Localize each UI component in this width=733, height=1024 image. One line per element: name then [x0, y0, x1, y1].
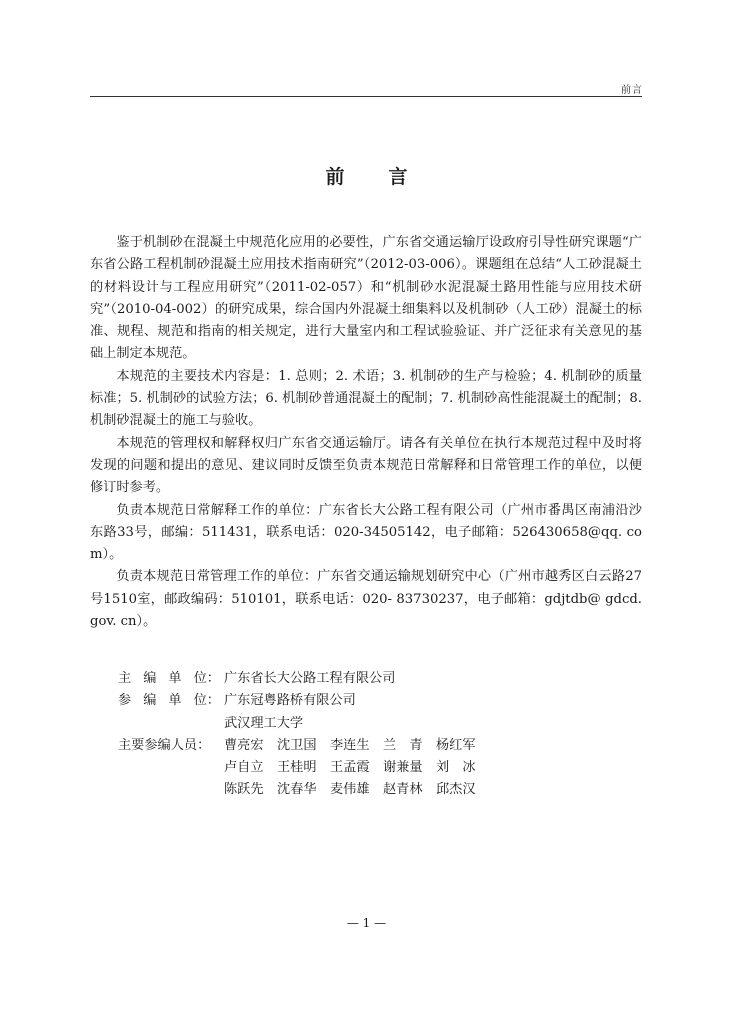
author-name: 沈卫国	[277, 737, 317, 753]
participating-row	[118, 690, 476, 735]
credits-block	[118, 668, 476, 802]
author-name: 赵青林	[383, 782, 423, 798]
running-head: 前言	[621, 85, 643, 96]
main-authors-label: 主要参编人员：	[118, 737, 211, 753]
author-name: 邱杰汉	[436, 782, 476, 798]
author-name: 沈春华	[277, 782, 317, 798]
paragraph-contents: 本规范的主要技术内容是：1. 总则；2. 术语；3. 机制砂的生产与检验；4. 机制砂的质量标准；5. 机制砂的试验方法；6. 机制砂普通混凝土的配制；7. 机制砂高性能混凝土的配制；8. 机制砂混凝土的施工与验收。	[90, 368, 642, 429]
author-name: 王孟霞	[330, 760, 370, 776]
author-name: 麦伟雄	[330, 782, 370, 798]
authors-line	[224, 735, 476, 757]
preface-body	[90, 232, 642, 633]
main-authors-row	[118, 735, 476, 802]
authors-line	[224, 757, 476, 779]
paragraph-interpretation-unit: 负责本规范日常解释工作的单位：广东省长大公路工程有限公司（广州市番禺区南浦沿沙东路33号，邮编：511431，联系电话：020-34505142，电子邮箱：526430658@qq. com）。	[90, 502, 642, 563]
participating-unit: 武汉理工大学	[224, 715, 304, 731]
page-title: 前言	[325, 166, 452, 188]
chief-editor-label: 主 编 单 位：	[118, 671, 220, 686]
author-name: 刘 冰	[436, 760, 476, 776]
chief-editor-unit: 广东省长大公路工程有限公司	[224, 671, 396, 686]
author-name: 曹亮宏	[224, 737, 264, 753]
paragraph-authority: 本规范的管理权和解释权归广东省交通运输厅。请各有关单位在执行本规范过程中及时将发现的问题和提出的意见、建议同时反馈至负责本规范日常解释和日常管理工作的单位，以便修订时参考。	[90, 435, 642, 496]
author-name: 谢兼量	[383, 760, 423, 776]
page-number: — 1 —	[346, 916, 387, 930]
paragraph-management-unit: 负责本规范日常管理工作的单位：广东省交通运输规划研究中心（广州市越秀区白云路27号1510室，邮政编码：510101，联系电话：020- 83730237，电子邮箱：gdjtdb@ gdcd. gov. cn）。	[90, 569, 642, 630]
paragraph-background: 鉴于机制砂在混凝土中规范化应用的必要性，广东省交通运输厅设政府引导性研究课题“广东省公路工程机制砂混凝土应用技术指南研究”（2012-03-006）。课题组在总结“人工砂混凝土的材料设计与工程应用研究”（2011-02-057）和“机制砂水泥混凝土路用性能与应用技术研究”（2010-04-002）的研究成果，综合国内外混凝土细集料以及机制砂（人工砂）混凝土的标准、规程、规范和指南的相关规定，进行大量室内和工程试验验证、并广泛征求有关意见的基础上制定本规范。	[90, 235, 642, 362]
author-name: 李连生	[330, 737, 370, 753]
header-rule	[90, 96, 642, 97]
author-name: 王桂明	[277, 760, 317, 776]
participating-unit: 广东冠粤路桥有限公司	[224, 693, 356, 709]
author-name: 杨红军	[436, 737, 476, 753]
author-name: 卢自立	[224, 760, 264, 776]
author-name: 兰 青	[383, 737, 423, 753]
author-name: 陈跃先	[224, 782, 264, 798]
authors-line	[224, 779, 476, 801]
participating-label: 参 编 单 位：	[118, 693, 220, 709]
chief-editor-row	[118, 668, 476, 690]
